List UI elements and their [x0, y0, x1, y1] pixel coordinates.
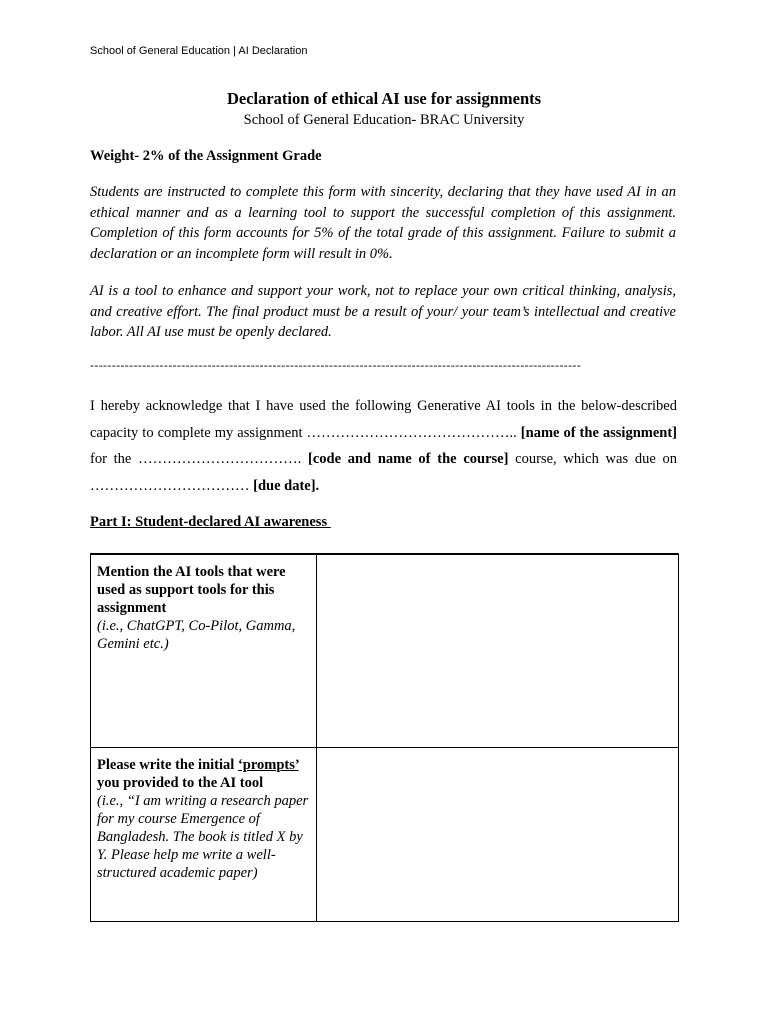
ack-text-1: I hereby acknowledge that I have used the following Generative AI tools in the below-described capacity to complete my assignment …………………………………….. — [90, 398, 677, 441]
prompts-keyword: ‘prompts’ — [237, 757, 299, 773]
question-cell — [91, 554, 317, 748]
question-label — [97, 756, 310, 792]
dashed-divider: ----------------------------------------------------------------------------------------------------------------- — [90, 358, 582, 372]
document-subtitle: School of General Education- BRAC University — [243, 112, 525, 128]
instructions-paragraph: Students are instructed to complete this form with sincerity, declaring that they have used AI in an ethical manner and as a learning tool to support the successful completion of this assignment. Completion of this form accounts for 5% of the total grade of this assignment. Failure to submit a declaration or an incomplete form will result in 0%. — [90, 184, 676, 262]
table-row — [91, 748, 679, 922]
assignment-name-placeholder: [name of the assignment] — [520, 424, 677, 441]
ack-text-3: course, which was due on …………………………… — [90, 451, 678, 494]
table-row — [91, 554, 679, 748]
acknowledgement-paragraph — [90, 393, 677, 499]
ai-awareness-table — [90, 553, 679, 922]
weight-note: Weight- 2% of the Assignment Grade — [90, 148, 322, 164]
course-placeholder: [code and name of the course] — [307, 451, 509, 467]
ai-policy-paragraph: AI is a tool to enhance and support your work, not to replace your own critical thinking, analysis, and creative effort. The final product must be a result of your/ your team’s intellectual and creative labor. All AI use must be openly declared. — [90, 283, 676, 340]
question-hint: (i.e., ChatGPT, Co-Pilot, Gamma, Gemini etc.) — [97, 618, 296, 652]
question-label-b: you provided to the AI tool — [97, 775, 264, 791]
ai-tools-answer-field[interactable] — [317, 554, 679, 748]
question-hint: (i.e., “I am writing a research paper for my course Emergence of Bangladesh. The book is titled X by Y. Please help me write a well-structured academic paper) — [97, 793, 309, 881]
running-header: School of General Education | AI Declaration — [90, 45, 308, 57]
question-label: Mention the AI tools that were used as support tools for this assignment — [97, 564, 286, 616]
prompts-answer-field[interactable] — [317, 748, 679, 922]
part-one-heading: Part I: Student-declared AI awareness — [90, 514, 331, 530]
question-cell — [91, 748, 317, 922]
question-label-a: Please write the initial — [97, 757, 238, 773]
due-date-placeholder: [due date]. — [253, 477, 320, 494]
document-title: Declaration of ethical AI use for assignments — [226, 89, 542, 108]
ack-text-2: for the ……………………………. — [90, 451, 302, 467]
